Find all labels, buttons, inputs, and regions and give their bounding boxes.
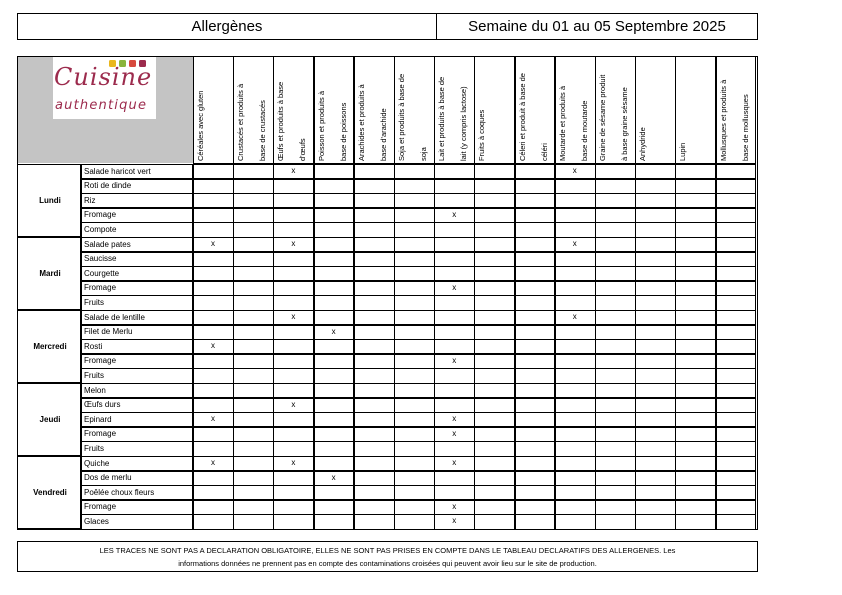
allergen-header-label: Œufs et produits à base bbox=[276, 81, 286, 161]
allergen-mark: x bbox=[452, 209, 457, 219]
allergen-header-label: base de crustacés bbox=[258, 100, 268, 161]
dish-name: Saucisse bbox=[84, 254, 117, 264]
footer-line-1: LES TRACES NE SONT PAS A DECLARATION OBLIGATOIRE, ELLES NE SONT PAS PRISES EN COMPTE DANS LE TABLEAU DECLARATIFS DES ALLERGENES. Les bbox=[99, 546, 676, 555]
logo-subtitle: authentique bbox=[55, 98, 148, 113]
allergen-mark: x bbox=[572, 166, 577, 175]
allergen-mark: x bbox=[572, 312, 577, 321]
allergen-mark: x bbox=[452, 282, 457, 292]
allergen-mark: x bbox=[211, 458, 215, 467]
allergen-header-label: Lupin bbox=[678, 142, 688, 161]
dish-name: Fromage bbox=[84, 283, 117, 293]
allergen-header-label: Poisson et produits à bbox=[316, 90, 326, 161]
allergen-header-label: base de poissons bbox=[338, 102, 348, 161]
dish-name: Filet de Merlu bbox=[84, 327, 133, 337]
dish-name: Fromage bbox=[84, 210, 117, 220]
document-title-box bbox=[17, 13, 437, 40]
allergen-mark: x bbox=[452, 428, 457, 438]
allergen-mark: x bbox=[452, 516, 457, 526]
allergen-header-label: Soja et produits à base de bbox=[397, 73, 406, 161]
allergen-mark: x bbox=[572, 239, 577, 248]
allergen-mark: x bbox=[331, 472, 336, 482]
allergen-header-label: base de mollusques bbox=[740, 94, 750, 161]
allergen-mark: x bbox=[331, 326, 336, 336]
dish-name: Dos de merlu bbox=[84, 473, 132, 483]
allergen-header-label: Céréales avec gluten bbox=[196, 90, 205, 161]
dish-name: Quiche bbox=[84, 458, 110, 468]
day-label: Mercredi bbox=[33, 341, 67, 351]
dish-name: Fruits bbox=[84, 443, 104, 453]
dish-name: Melon bbox=[84, 385, 106, 395]
week-label: Semaine du 01 au 05 Septembre 2025 bbox=[468, 18, 726, 35]
footer-line-2: informations données ne prennent pas en compte des contaminations croisées qui peuvent avoir lieu sur le site de production. bbox=[178, 559, 597, 568]
allergen-mark: x bbox=[291, 239, 296, 248]
dish-name: Compote bbox=[84, 224, 117, 234]
dish-name: Roti de dinde bbox=[84, 181, 132, 191]
allergen-mark: x bbox=[452, 501, 457, 511]
allergen-header-label: base de moutarde bbox=[579, 100, 589, 161]
allergen-mark: x bbox=[291, 399, 296, 409]
allergen-header-label: Graine de sésame produit bbox=[598, 74, 607, 161]
allergen-header-label: soja bbox=[419, 147, 428, 161]
dish-name: Fromage bbox=[84, 356, 117, 366]
allergen-mark: x bbox=[211, 414, 215, 424]
allergen-mark: x bbox=[211, 239, 215, 248]
allergen-header-label: à base graine sésame bbox=[620, 87, 629, 161]
allergen-mark: x bbox=[452, 458, 457, 467]
allergen-header-label: Céleri et produit à base de bbox=[517, 73, 527, 161]
allergen-mark: x bbox=[452, 414, 457, 424]
dish-name: Rosti bbox=[84, 341, 103, 351]
table-outer-border bbox=[17, 56, 758, 530]
dish-name: Fromage bbox=[84, 502, 117, 512]
day-label: Mardi bbox=[39, 268, 61, 278]
allergen-header-label: Mollusques et produits à bbox=[718, 79, 728, 161]
allergen-header-label: céléri bbox=[539, 143, 549, 161]
allergen-header-label: d'œufs bbox=[298, 138, 308, 161]
dish-name: Courgette bbox=[84, 268, 120, 278]
dish-name: Poêlée choux fleurs bbox=[84, 487, 155, 497]
logo-script-text: Cuisine bbox=[54, 63, 153, 91]
dish-name: Epinard bbox=[84, 414, 112, 424]
allergen-header-label: Moutarde et produits à bbox=[557, 85, 567, 161]
day-label: Vendredi bbox=[33, 487, 67, 497]
allergen-mark: x bbox=[211, 341, 215, 351]
allergen-header-label: Fruits à coques bbox=[477, 109, 487, 161]
dish-name: Œufs durs bbox=[84, 400, 121, 410]
footer-note bbox=[17, 541, 758, 572]
allergen-header-label: Lait et produits à base de bbox=[437, 76, 447, 161]
document-title: Allergènes bbox=[191, 18, 263, 35]
allergen-header-label: lait (y compris lactose) bbox=[459, 86, 469, 161]
dish-name: Salade de lentille bbox=[84, 312, 145, 322]
week-box bbox=[436, 13, 758, 40]
dish-name: Riz bbox=[84, 195, 96, 205]
allergen-header-label: Anhydride bbox=[638, 127, 648, 161]
allergen-header-label: Arachides et produits à bbox=[356, 84, 366, 161]
dish-name: Fruits bbox=[84, 297, 104, 307]
allergen-mark: x bbox=[291, 312, 296, 321]
day-label: Lundi bbox=[39, 195, 61, 205]
day-label: Jeudi bbox=[39, 414, 61, 424]
dish-name: Fruits bbox=[84, 370, 104, 380]
allergen-mark: x bbox=[452, 355, 457, 365]
dish-name: Salade haricot vert bbox=[84, 166, 151, 176]
allergen-table bbox=[17, 56, 758, 527]
allergen-header-label: base d'arachide bbox=[378, 108, 388, 161]
allergen-mark: x bbox=[291, 166, 296, 175]
dish-name: Glaces bbox=[84, 516, 109, 526]
dish-name: Salade pates bbox=[84, 239, 131, 249]
dish-name: Fromage bbox=[84, 429, 117, 439]
allergen-mark: x bbox=[291, 458, 296, 467]
allergen-header-label: Crustacés et produits à bbox=[236, 83, 246, 161]
